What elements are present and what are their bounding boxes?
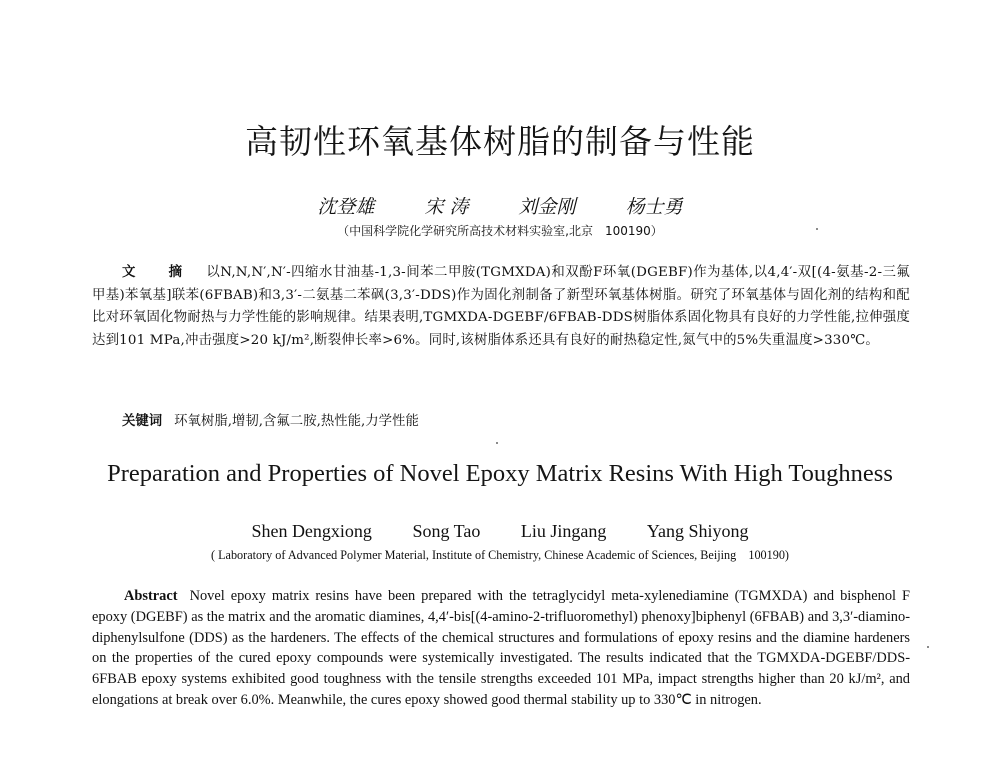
english-author: Shen Dengxiong	[251, 521, 372, 541]
chinese-abstract	[92, 262, 910, 352]
chinese-author: 杨士勇	[625, 196, 683, 218]
english-title: Preparation and Properties of Novel Epoxy Matrix Resins With High Toughness	[107, 460, 893, 487]
scan-speck	[816, 228, 818, 230]
chinese-abstract-label: 文 摘	[122, 265, 197, 280]
english-affiliation: ( Laboratory of Advanced Polymer Material, Institute of Chemistry, Chinese Academic of Sciences, Beijing 100190)	[211, 548, 789, 562]
english-author: Song Tao	[412, 521, 481, 541]
english-abstract-text: Novel epoxy matrix resins have been prepared with the tetraglycidyl meta-xylenediamine (TGMXDA) and bisphenol F epoxy (DGEBF) as the matrix and the aromatic diamines, 4,4′-bis[(4-amino-2-trifluoromethyl) phenoxy]biphenyl (6FBAB) and 3,3′-diamino-diphenylsulfone (DDS) as the hardeners. The effects of the chemical structures and formulations of epoxy resins and the diamine hardeners on the properties of the cured epoxy compounds were systemically investigated. The results indicated that the TGMXDA-DGEBF/DDS-6FBAB epoxy systems exhibited good toughness with the tensile strengths exceeded 101 MPa, impact strengths higher than 20 kJ/m², and elongations at break over 6.0%. Meanwhile, the cures epoxy showed good thermal stability up to 330℃ in nitrogen.	[92, 588, 910, 708]
english-authors	[0, 521, 1000, 542]
chinese-author: 沈登雄	[317, 196, 375, 218]
chinese-affiliation: （中国科学院化学研究所高技术材料实验室,北京 100190）	[337, 224, 663, 238]
chinese-author: 宋 涛	[424, 196, 469, 218]
chinese-authors	[0, 192, 1000, 219]
english-author: Liu Jingang	[520, 521, 607, 541]
english-author: Yang Shiyong	[646, 521, 749, 541]
chinese-abstract-text: 以N,N,N′,N′-四缩水甘油基-1,3-间苯二甲胺(TGMXDA)和双酚F环氧(DGEBF)作为基体,以4,4′-双[(4-氨基-2-三氟甲基)苯氧基]联苯(6FBAB)和3,3′-二氨基二苯砜(3,3′-DDS)作为固化剂制备了新型环氧基体树脂。研究了环氧基体与固化剂的结构和配比对环氧固化物耐热与力学性能的影响规律。结果表明,TGMXDA-DGEBF/6FBAB-DDS树脂体系固化物具有良好的力学性能,拉伸强度达到101 MPa,冲击强度>20 kJ/m²,断裂伸长率>6%。同时,该树脂体系还具有良好的耐热稳定性,氮气中的5%失重温度>330℃。	[92, 265, 910, 348]
chinese-keywords-text: 环氧树脂,增韧,含氟二胺,热性能,力学性能	[174, 414, 419, 429]
chinese-title: 高韧性环氧基体树脂的制备与性能	[245, 122, 755, 161]
chinese-author: 刘金刚	[518, 196, 576, 218]
chinese-keywords-label: 关键词	[122, 414, 163, 429]
chinese-keywords	[122, 410, 910, 429]
english-abstract	[92, 586, 910, 711]
english-abstract-label: Abstract	[124, 588, 178, 604]
scan-speck	[496, 442, 498, 444]
scan-speck	[927, 646, 929, 648]
